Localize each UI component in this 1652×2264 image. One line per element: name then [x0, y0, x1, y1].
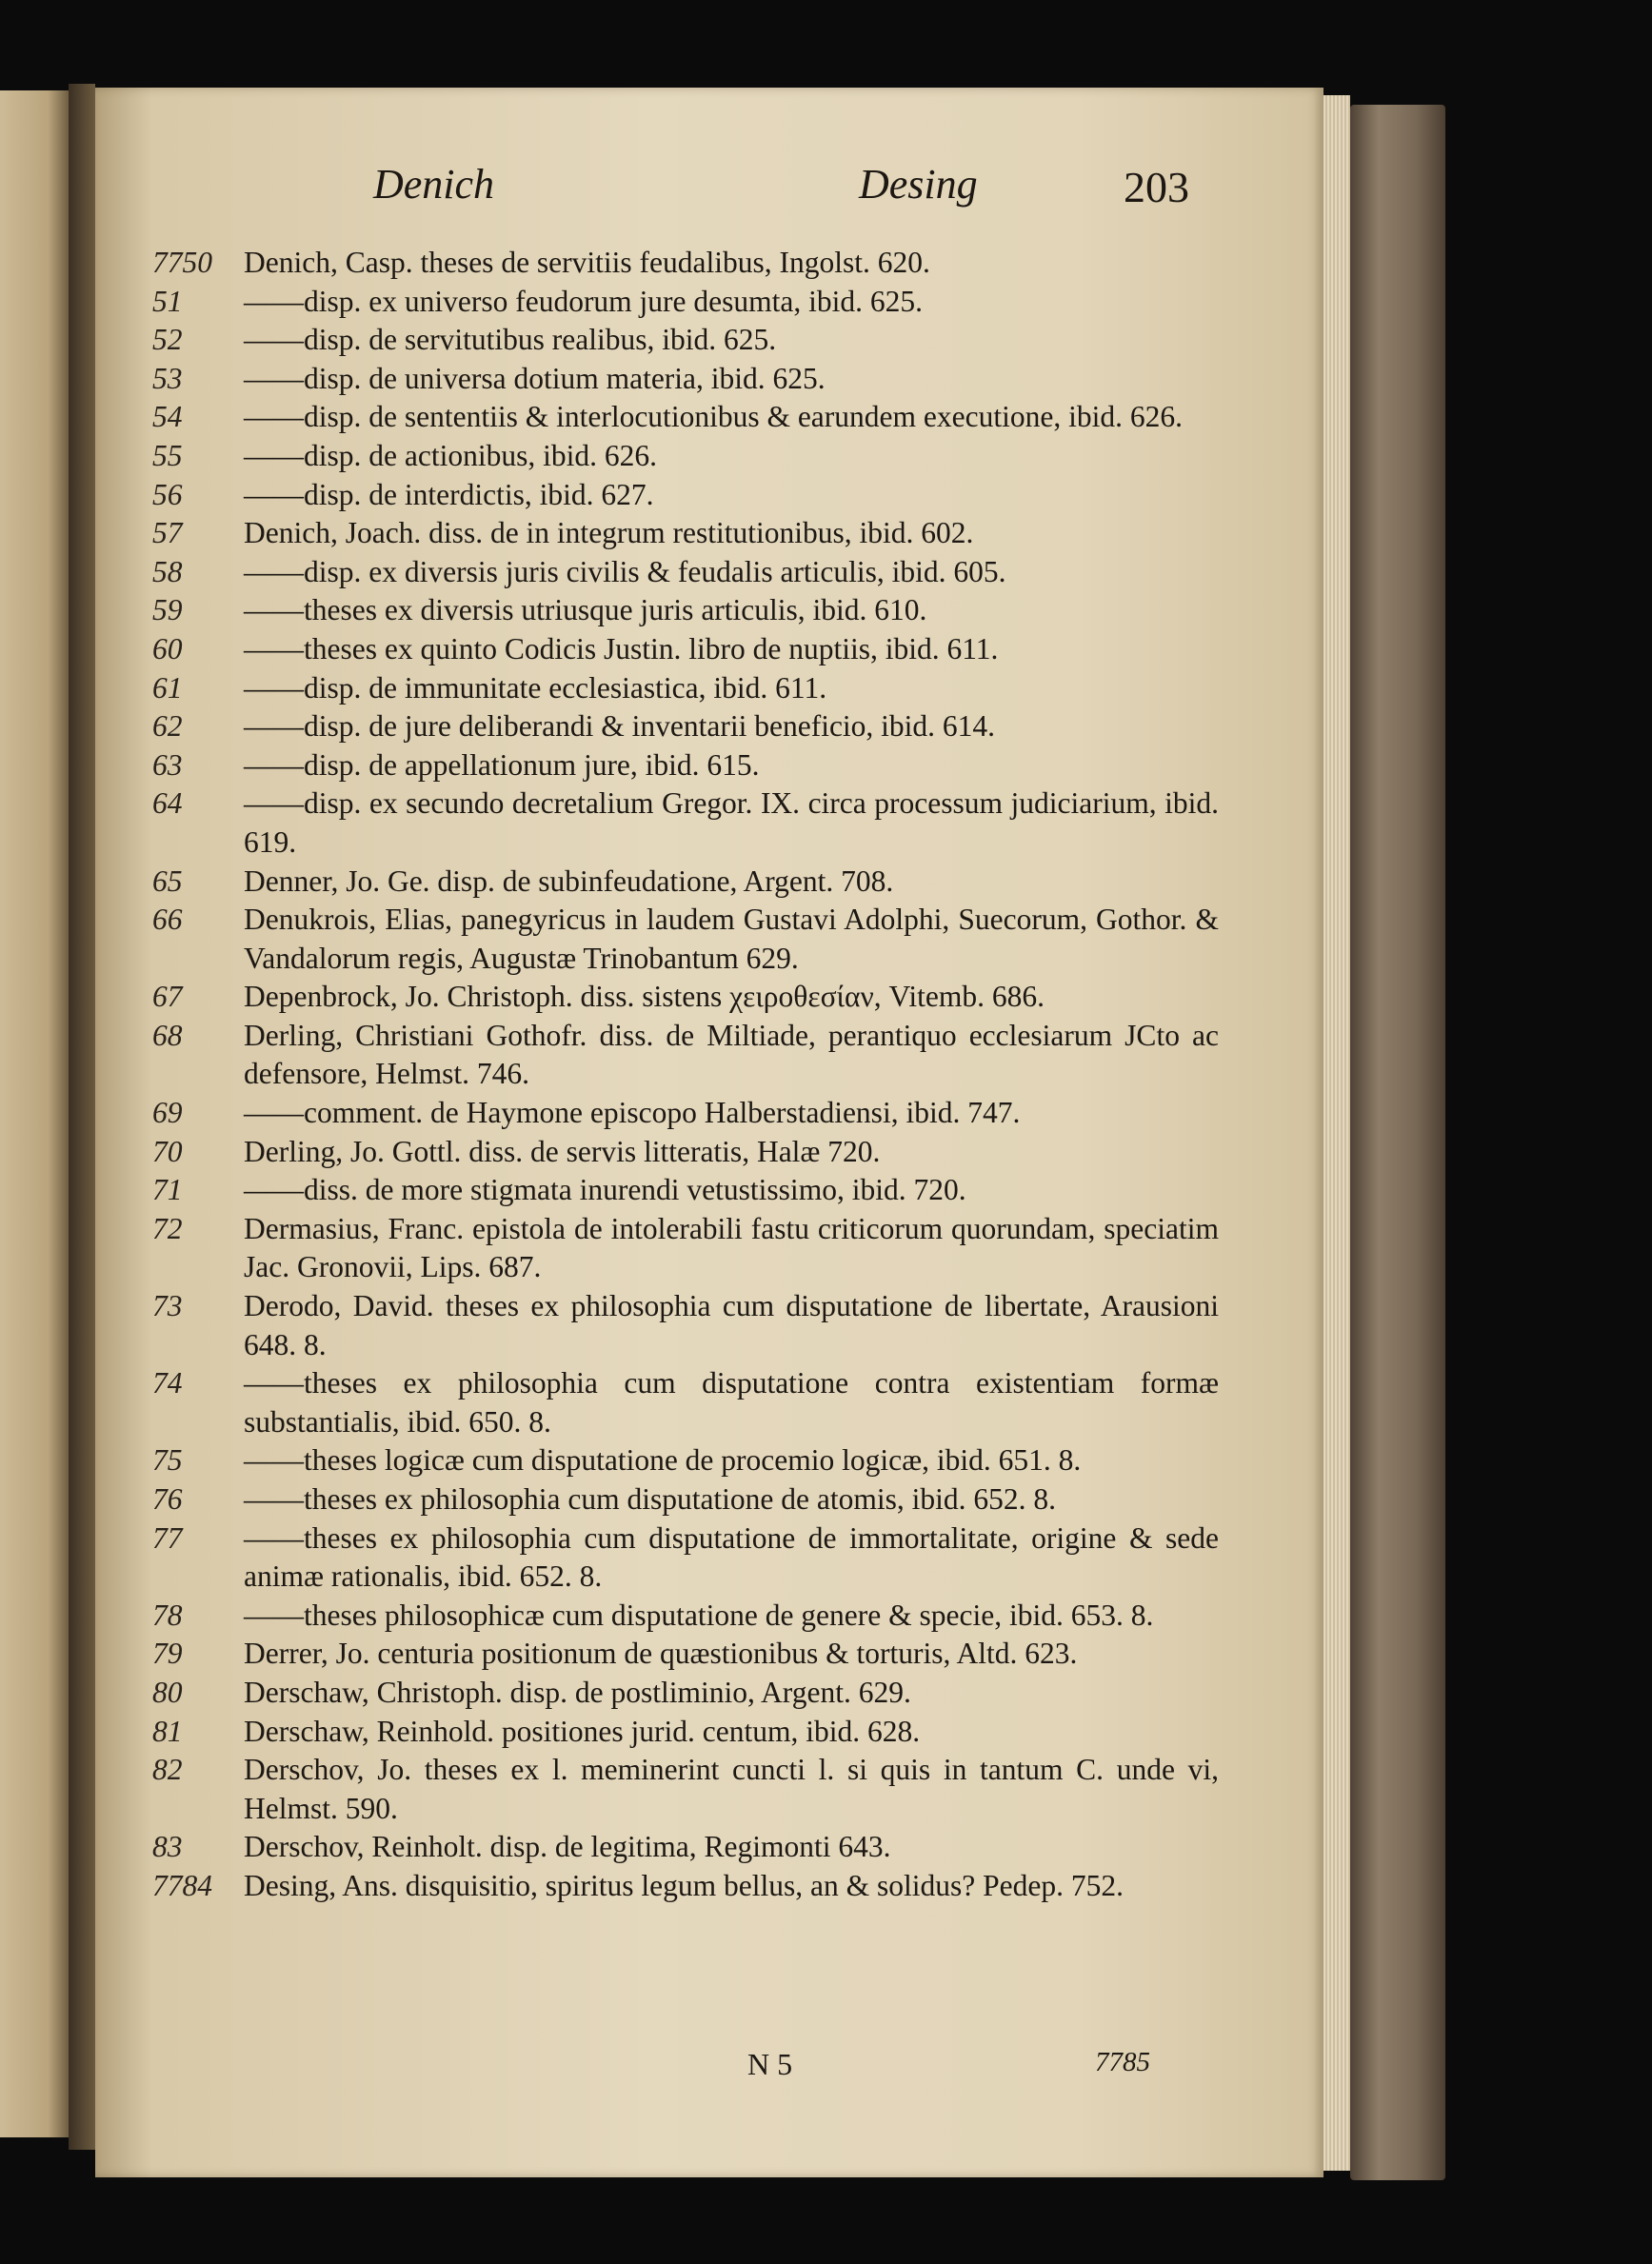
entry-text: ——theses ex diversis utriusque juris articulis, ibid. 610.	[244, 593, 927, 627]
entry-number: 75	[152, 1443, 183, 1478]
entry-number: 78	[152, 1598, 183, 1632]
entry-text: ——disp. de actionibus, ibid. 626.	[244, 438, 657, 472]
entry-text: ——theses logicæ cum disputatione de procemio logicæ, ibid. 651. 8.	[244, 1443, 1082, 1478]
entry-number: 70	[152, 1134, 183, 1168]
list-item	[152, 669, 1219, 708]
entry-number: 65	[152, 864, 183, 898]
entry-number: 7750	[152, 246, 212, 279]
entry-text: ——disp. ex universo feudorum jure desumta, ibid. 625.	[244, 284, 924, 318]
entry-text: ——theses ex philosophia cum disputatione de atomis, ibid. 652. 8.	[244, 1482, 1057, 1516]
entry-text: ——theses philosophicæ cum disputatione de genere & specie, ibid. 653. 8.	[244, 1598, 1154, 1632]
entry-text: ——comment. de Haymone episcopo Halberstadiensi, ibid. 747.	[244, 1096, 1021, 1130]
list-item	[152, 978, 1219, 1017]
entry-text: Derschov, Jo. theses ex l. meminerint cuncti l. si quis in tantum C. unde vi, Helmst. 590.	[244, 1753, 1219, 1825]
entry-text: Derrer, Jo. centuria positionum de quæstionibus & torturis, Altd. 623.	[244, 1637, 1078, 1671]
entry-text: Desing, Ans. disquisitio, spiritus legum bellus, an & solidus? Pedep. 752.	[244, 1868, 1124, 1902]
entry-number: 74	[152, 1366, 183, 1400]
entry-number: 67	[152, 980, 183, 1014]
entry-text: Dermasius, Franc. epistola de intolerabili fastu criticorum quorundam, speciatim Jac. Gronovii, Lips. 687.	[244, 1211, 1219, 1284]
entry-number: 58	[152, 554, 183, 588]
entry-number: 55	[152, 438, 183, 472]
entry-number: 62	[152, 709, 183, 744]
list-item	[152, 630, 1219, 669]
entry-text: ——disp. de servitutibus realibus, ibid. 625.	[244, 323, 777, 357]
list-item	[152, 707, 1219, 746]
entry-text: ——disp. de appellationum jure, ibid. 615.	[244, 747, 760, 782]
entry-text: Derschaw, Christoph. disp. de postliminio, Argent. 629.	[244, 1675, 911, 1709]
entry-text: ——disp. de sententiis & interlocutionibus & earundem executione, ibid. 626.	[244, 400, 1183, 434]
entry-number: 79	[152, 1637, 183, 1671]
list-item	[152, 514, 1219, 553]
list-item	[152, 1867, 1219, 1906]
list-item	[152, 1713, 1219, 1752]
running-head-right: Desing	[859, 161, 978, 208]
running-head-left: Denich	[373, 161, 495, 208]
list-item	[152, 1828, 1219, 1867]
list-item	[152, 1094, 1219, 1133]
list-item	[152, 1364, 1219, 1441]
entry-number: 63	[152, 747, 183, 782]
entry-number: 57	[152, 516, 183, 550]
catchword: 7785	[1095, 2047, 1150, 2077]
page-edges	[1324, 95, 1350, 2171]
entry-number: 80	[152, 1675, 183, 1709]
list-item	[152, 244, 1219, 283]
list-item	[152, 1210, 1219, 1287]
entry-text: Derschaw, Reinhold. positiones jurid. centum, ibid. 628.	[244, 1714, 921, 1748]
entry-number: 7784	[152, 1868, 212, 1902]
entry-number: 51	[152, 284, 183, 318]
list-item	[152, 1287, 1219, 1364]
entry-number: 66	[152, 903, 183, 937]
list-item	[152, 321, 1219, 360]
bibliography-entries	[152, 244, 1219, 1906]
entry-number: 81	[152, 1714, 183, 1748]
entry-number: 77	[152, 1520, 183, 1555]
entry-number: 72	[152, 1211, 183, 1245]
list-item	[152, 1519, 1219, 1597]
list-item	[152, 1441, 1219, 1480]
list-item	[152, 1017, 1219, 1094]
entry-number: 82	[152, 1753, 183, 1787]
entry-text: Denich, Joach. diss. de in integrum restitutionibus, ibid. 602.	[244, 516, 974, 550]
entry-text: ——theses ex quinto Codicis Justin. libro de nuptiis, ibid. 611.	[244, 631, 999, 665]
entry-number: 69	[152, 1096, 183, 1130]
entry-number: 83	[152, 1830, 183, 1864]
list-item	[152, 1597, 1219, 1636]
list-item	[152, 1171, 1219, 1210]
entry-text: ——disp. de immunitate ecclesiastica, ibid. 611.	[244, 670, 827, 705]
signature-mark: N 5	[747, 2047, 793, 2081]
entry-text: ——disp. ex secundo decretalium Gregor. IX. circa processum judiciarium, ibid. 619.	[244, 786, 1219, 859]
list-item	[152, 901, 1219, 978]
entry-number: 59	[152, 593, 183, 627]
entry-text: Denich, Casp. theses de servitiis feudalibus, Ingolst. 620.	[244, 246, 930, 279]
entry-number: 54	[152, 400, 183, 434]
entry-text: ——theses ex philosophia cum disputatione de immortalitate, origine & sede animæ rationalis, ibid. 652. 8.	[244, 1520, 1219, 1594]
entry-number: 60	[152, 631, 183, 665]
entry-text: Derling, Christiani Gothofr. diss. de Miltiade, perantiquo ecclesiarum JCto ac defensore, Helmst. 746.	[244, 1018, 1219, 1091]
book-gutter	[69, 84, 95, 2150]
list-item	[152, 591, 1219, 630]
list-item	[152, 1674, 1219, 1713]
entry-number: 71	[152, 1173, 183, 1207]
book-cover-edge	[1350, 105, 1445, 2180]
list-item	[152, 1635, 1219, 1674]
page-number: 203	[1124, 163, 1189, 211]
list-item	[152, 1480, 1219, 1519]
entry-text: ——disp. de jure deliberandi & inventarii beneficio, ibid. 614.	[244, 709, 996, 744]
entry-text: Derschov, Reinholt. disp. de legitima, Regimonti 643.	[244, 1830, 891, 1864]
entry-text: ——disp. de universa dotium materia, ibid. 625.	[244, 361, 826, 395]
entry-text: Derling, Jo. Gottl. diss. de servis litteratis, Halæ 720.	[244, 1134, 881, 1168]
list-item	[152, 746, 1219, 785]
list-item	[152, 437, 1219, 476]
entry-number: 61	[152, 670, 183, 705]
entry-text: ——disp. ex diversis juris civilis & feudalis articulis, ibid. 605.	[244, 554, 1006, 588]
entry-number: 76	[152, 1482, 183, 1516]
entry-number: 56	[152, 477, 183, 511]
list-item	[152, 1751, 1219, 1828]
entry-number: 64	[152, 786, 183, 821]
list-item	[152, 863, 1219, 902]
entry-text: Derodo, David. theses ex philosophia cum disputatione de libertate, Arausioni 648. 8.	[244, 1289, 1219, 1361]
list-item	[152, 360, 1219, 399]
list-item	[152, 283, 1219, 322]
list-item	[152, 784, 1219, 862]
entry-text: Denukrois, Elias, panegyricus in laudem Gustavi Adolphi, Suecorum, Gothor. & Vandalorum regis, Augustæ Trinobantum 629.	[244, 903, 1219, 975]
entry-text: ——theses ex philosophia cum disputatione contra existentiam formæ substantialis, ibid. 650. 8.	[244, 1366, 1219, 1439]
entry-text: Depenbrock, Jo. Christoph. diss. sistens χειροθεσίαν, Vitemb. 686.	[244, 980, 1045, 1014]
list-item	[152, 553, 1219, 592]
list-item	[152, 476, 1219, 515]
entry-text: Denner, Jo. Ge. disp. de subinfeudatione, Argent. 708.	[244, 864, 894, 898]
list-item	[152, 1133, 1219, 1172]
entry-number: 68	[152, 1018, 183, 1052]
facing-page-edge	[0, 90, 69, 2137]
entry-number: 73	[152, 1289, 183, 1323]
entry-number: 53	[152, 361, 183, 395]
entry-number: 52	[152, 323, 183, 357]
entry-text: ——disp. de interdictis, ibid. 627.	[244, 477, 654, 511]
list-item	[152, 398, 1219, 437]
entry-text: ——diss. de more stigmata inurendi vetustissimo, ibid. 720.	[244, 1173, 966, 1207]
